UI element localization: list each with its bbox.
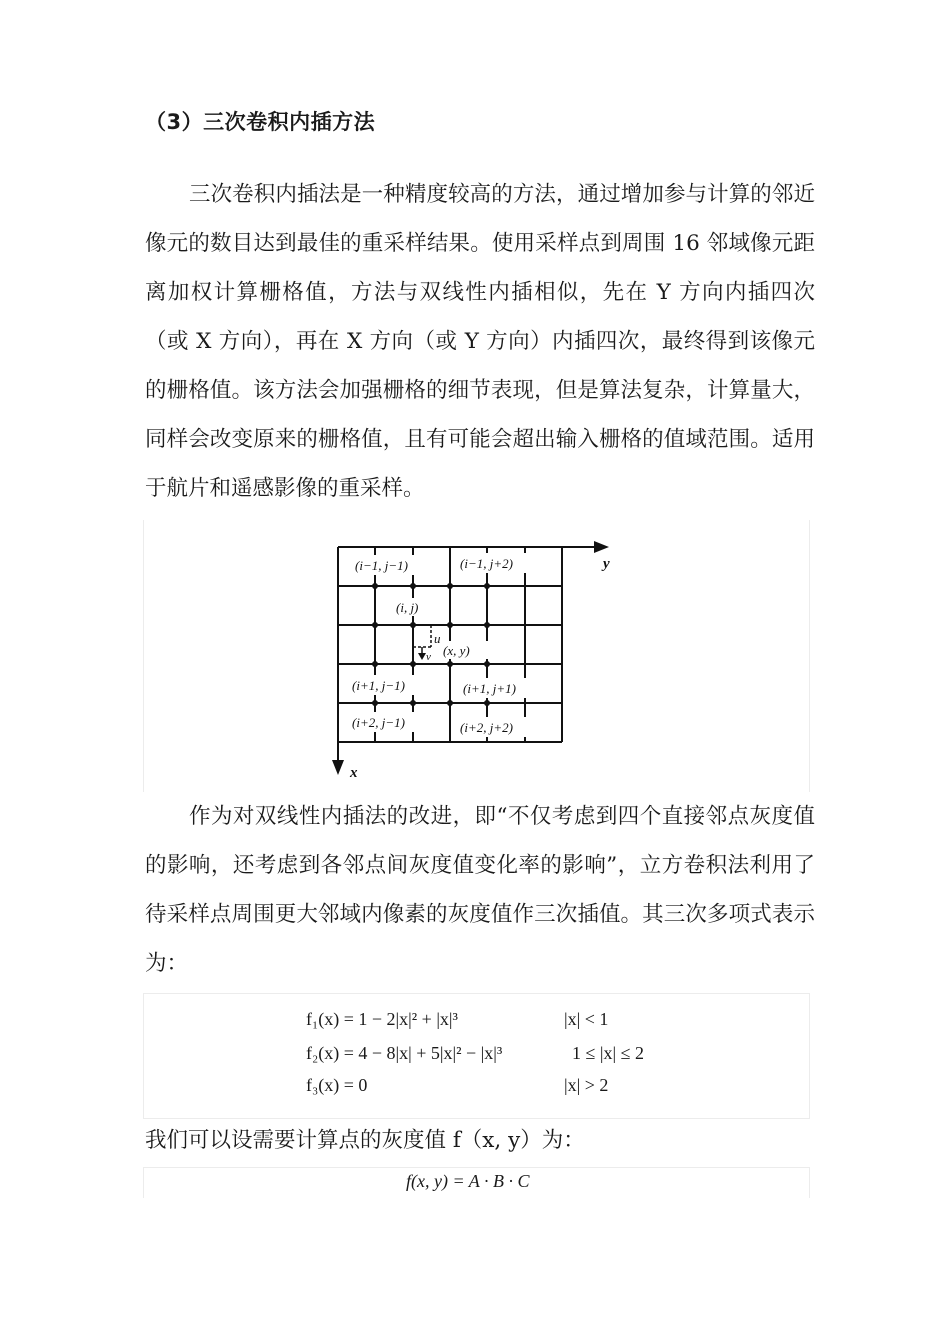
axis-y-label: y xyxy=(603,556,610,572)
grid-figure xyxy=(143,520,810,792)
condition-f1: |x| < 1 xyxy=(564,1009,609,1029)
label-tr: (i−1, j+2) xyxy=(460,556,513,571)
equations-figure xyxy=(143,993,810,1119)
equation-f2: f₂(x) = 4 − 8|x| + 5|x|² − |x|³ xyxy=(306,1043,503,1063)
v-arrow-icon xyxy=(418,653,426,660)
y-axis-arrow-icon xyxy=(594,541,609,553)
equation-f3: f₃(x) = 0 xyxy=(306,1075,368,1095)
paragraph-intro: 三次卷积内插法是一种精度较高的方法，通过增加参与计算的邻近像元的数目达到最佳的重采样结果。使用采样点到周围 16 邻域像元距离加权计算栅格值，方法与双线性内插相似，先在 Y 方向内插四次（或 X 方向），再在 X 方向（或 Y 方向）内插四次，最终得到该像元的栅格值。该方法会加强栅格的细节表现，但是算法复杂，计算量大，同样会改变原来的栅格值，且有可能会超出输入栅格的值域范围。适用于航片和遥感影像的重采样。 xyxy=(145,182,815,501)
axis-x-label: x xyxy=(350,765,358,781)
label-bl: (i+2, j−1) xyxy=(352,715,405,730)
label-u: u xyxy=(434,631,441,646)
label-v: v xyxy=(426,651,431,663)
label-xy: (x, y) xyxy=(443,643,470,658)
equation-f1: f₁(x) = 1 − 2|x|² + |x|³ xyxy=(306,1009,458,1029)
label-br: (i+2, j+2) xyxy=(460,720,513,735)
label-ij: (i, j) xyxy=(396,600,419,615)
paragraph-setup: 我们可以设需要计算点的灰度值 f（x, y）为： xyxy=(145,1128,585,1153)
label-tl: (i−1, j−1) xyxy=(355,558,408,573)
section-heading: （3）三次卷积内插方法 xyxy=(145,110,376,134)
paragraph-improvement: 作为对双线性内插法的改进，即“不仅考虑到四个直接邻点灰度值的影响，还考虑到各邻点间灰度值变化率的影响”，立方卷积法利用了待采样点周围更大邻域内像素的灰度值作三次插值。其三次多项式表示为： xyxy=(145,804,815,976)
label-ml: (i+1, j−1) xyxy=(352,678,405,693)
grid-diagram xyxy=(144,520,809,792)
x-axis-arrow-icon xyxy=(332,760,344,775)
formula-figure xyxy=(143,1167,810,1198)
condition-f2: 1 ≤ |x| ≤ 2 xyxy=(572,1043,644,1063)
formula-fxy: f(x, y) = A · B · C xyxy=(406,1171,530,1191)
label-mr: (i+1, j+1) xyxy=(463,681,516,696)
condition-f3: |x| > 2 xyxy=(564,1075,609,1095)
